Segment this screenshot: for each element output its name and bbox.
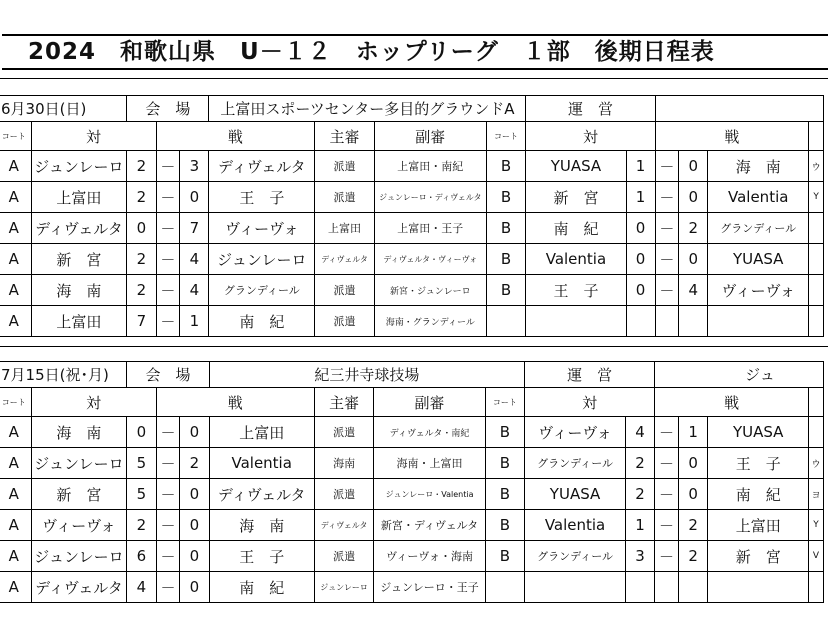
home-team: ヴィーヴォ bbox=[31, 510, 127, 541]
court-header: コート bbox=[486, 122, 526, 151]
home-score: 0 bbox=[626, 244, 655, 275]
court: B bbox=[486, 151, 526, 182]
court: B bbox=[485, 479, 524, 510]
cut-off-text: Y bbox=[809, 510, 824, 541]
cut-off-text bbox=[809, 417, 824, 448]
score-separator bbox=[655, 306, 679, 337]
cut-off-text bbox=[809, 572, 824, 603]
home-team: 新 宮 bbox=[31, 479, 127, 510]
sub-referee: ジュンレーロ・Valentia bbox=[374, 479, 485, 510]
home-score: 2 bbox=[127, 182, 156, 213]
court bbox=[485, 572, 524, 603]
court: A bbox=[0, 572, 31, 603]
home-team: 南 紀 bbox=[526, 213, 626, 244]
court: B bbox=[486, 244, 526, 275]
home-score: 0 bbox=[626, 213, 655, 244]
away-team: 南 紀 bbox=[708, 479, 809, 510]
vs-header: 戦 bbox=[156, 122, 315, 151]
home-score: 2 bbox=[625, 479, 654, 510]
away-score: 3 bbox=[180, 151, 209, 182]
away-team: 上富田 bbox=[209, 417, 314, 448]
referee: 海南 bbox=[314, 448, 374, 479]
home-score: 7 bbox=[127, 306, 156, 337]
home-team: ジュンレーロ bbox=[31, 541, 127, 572]
home-team: グランディール bbox=[525, 448, 626, 479]
sub-referee-header: 副審 bbox=[374, 122, 486, 151]
sub-referee: ジュンレーロ・ディヴェルタ bbox=[374, 182, 486, 213]
score-separator: － bbox=[655, 244, 679, 275]
away-score bbox=[678, 572, 707, 603]
home-score bbox=[626, 306, 655, 337]
court: A bbox=[0, 417, 31, 448]
away-score: 0 bbox=[679, 244, 708, 275]
management-label: 運 営 bbox=[526, 96, 655, 122]
away-team: 新 宮 bbox=[708, 541, 809, 572]
home-team: 海 南 bbox=[31, 417, 127, 448]
match-row bbox=[0, 572, 824, 603]
away-team: 王 子 bbox=[708, 448, 809, 479]
home-score: 5 bbox=[127, 448, 156, 479]
score-separator: － bbox=[156, 572, 180, 603]
match-row bbox=[0, 510, 824, 541]
away-score bbox=[679, 306, 708, 337]
referee-header: 主審 bbox=[314, 388, 374, 417]
away-score: 2 bbox=[678, 510, 707, 541]
away-score: 4 bbox=[180, 244, 209, 275]
cut-off-text: ウ bbox=[809, 151, 824, 182]
away-team bbox=[708, 306, 809, 337]
match-row bbox=[0, 244, 824, 275]
match-row bbox=[0, 182, 824, 213]
away-score: 0 bbox=[180, 541, 209, 572]
home-score: 2 bbox=[127, 510, 156, 541]
away-team bbox=[708, 572, 809, 603]
away-score: 7 bbox=[180, 213, 209, 244]
court: B bbox=[485, 417, 524, 448]
referee-header: 主審 bbox=[315, 122, 375, 151]
away-score: 0 bbox=[679, 182, 708, 213]
away-score: 2 bbox=[180, 448, 209, 479]
vs-header: 対 bbox=[526, 122, 655, 151]
home-score: 2 bbox=[127, 275, 156, 306]
score-separator: － bbox=[156, 448, 180, 479]
court: B bbox=[486, 182, 526, 213]
cut-off-text bbox=[809, 244, 824, 275]
home-score: 3 bbox=[625, 541, 654, 572]
home-team: ディヴェルタ bbox=[31, 213, 127, 244]
management-label: 運 営 bbox=[525, 362, 655, 388]
match-row bbox=[0, 541, 824, 572]
cut-off-text bbox=[809, 213, 824, 244]
court: A bbox=[0, 275, 31, 306]
court-header: コート bbox=[485, 388, 524, 417]
away-team: 南 紀 bbox=[209, 306, 315, 337]
court: B bbox=[486, 213, 526, 244]
away-team: Valentia bbox=[209, 448, 314, 479]
home-score: 0 bbox=[626, 275, 655, 306]
away-team: ジュンレーロ bbox=[209, 244, 315, 275]
vs-header: 対 bbox=[525, 388, 655, 417]
score-separator bbox=[655, 572, 679, 603]
score-separator: － bbox=[156, 275, 180, 306]
cut-off-text: ヨ bbox=[809, 479, 824, 510]
home-team: 上富田 bbox=[31, 306, 127, 337]
score-separator: － bbox=[655, 182, 679, 213]
sub-referee: ジュンレーロ・王子 bbox=[374, 572, 485, 603]
score-separator: － bbox=[655, 417, 679, 448]
cut-off-text bbox=[809, 275, 824, 306]
court: A bbox=[0, 306, 31, 337]
score-separator: － bbox=[655, 275, 679, 306]
away-score: 0 bbox=[180, 510, 209, 541]
away-score: 4 bbox=[679, 275, 708, 306]
away-score: 0 bbox=[180, 572, 209, 603]
score-separator: － bbox=[655, 510, 679, 541]
home-team: 新 宮 bbox=[31, 244, 127, 275]
referee: 派遣 bbox=[314, 479, 374, 510]
away-team: ヴィーヴォ bbox=[708, 275, 809, 306]
sub-referee: ヴィーヴォ・海南 bbox=[374, 541, 485, 572]
home-team: ディヴェルタ bbox=[31, 572, 127, 603]
home-team: ヴィーヴォ bbox=[525, 417, 626, 448]
score-separator: － bbox=[156, 151, 180, 182]
management-name: ジュ bbox=[655, 362, 824, 388]
vs-header: 対 bbox=[31, 122, 156, 151]
court bbox=[486, 306, 526, 337]
divider bbox=[0, 346, 828, 347]
schedule-table-2 bbox=[0, 361, 824, 603]
home-team bbox=[525, 572, 626, 603]
cut-off-text bbox=[809, 306, 824, 337]
away-score: 0 bbox=[678, 448, 707, 479]
home-team: YUASA bbox=[526, 151, 626, 182]
score-separator: － bbox=[655, 541, 679, 572]
away-score: 1 bbox=[678, 417, 707, 448]
home-team: 上富田 bbox=[31, 182, 127, 213]
referee: 派遣 bbox=[315, 306, 375, 337]
home-score: 1 bbox=[625, 510, 654, 541]
score-separator: － bbox=[655, 479, 679, 510]
away-team: グランディール bbox=[708, 213, 809, 244]
referee: 派遣 bbox=[315, 151, 375, 182]
schedule-table-1 bbox=[0, 95, 824, 337]
away-score: 0 bbox=[678, 479, 707, 510]
vs-header: 戦 bbox=[655, 388, 809, 417]
date-label: 7月15日(祝･月) bbox=[0, 362, 127, 388]
court: B bbox=[485, 510, 524, 541]
home-team: Valentia bbox=[526, 244, 626, 275]
sub-referee: 上富田・王子 bbox=[374, 213, 486, 244]
score-separator: － bbox=[156, 510, 180, 541]
match-row bbox=[0, 417, 824, 448]
home-team: YUASA bbox=[525, 479, 626, 510]
court: B bbox=[485, 541, 524, 572]
referee: ディヴェルタ bbox=[314, 510, 374, 541]
home-score: 2 bbox=[127, 151, 156, 182]
referee: 派遣 bbox=[315, 182, 375, 213]
match-row bbox=[0, 479, 824, 510]
court: A bbox=[0, 448, 31, 479]
away-score: 0 bbox=[180, 479, 209, 510]
sub-referee: 海南・上富田 bbox=[374, 448, 485, 479]
venue-label: 会 場 bbox=[127, 362, 209, 388]
score-separator: － bbox=[156, 244, 180, 275]
away-team: 海 南 bbox=[708, 151, 809, 182]
home-team: ジュンレーロ bbox=[31, 448, 127, 479]
referee: ディヴェルタ bbox=[315, 244, 375, 275]
sub-referee: 新宮・ジュンレーロ bbox=[374, 275, 486, 306]
home-score: 4 bbox=[127, 572, 156, 603]
match-row bbox=[0, 448, 824, 479]
home-team bbox=[526, 306, 626, 337]
sub-referee-header: 副審 bbox=[374, 388, 485, 417]
cut-off-text: ウ bbox=[809, 448, 824, 479]
away-team: ディヴェルタ bbox=[209, 151, 315, 182]
away-score: 0 bbox=[180, 417, 209, 448]
away-score: 4 bbox=[180, 275, 209, 306]
match-row bbox=[0, 275, 824, 306]
away-team: グランディール bbox=[209, 275, 315, 306]
referee: 上富田 bbox=[315, 213, 375, 244]
home-team: グランディール bbox=[525, 541, 626, 572]
court: A bbox=[0, 182, 31, 213]
away-score: 2 bbox=[679, 213, 708, 244]
venue-name: 紀三井寺球技場 bbox=[209, 362, 525, 388]
court: A bbox=[0, 213, 31, 244]
away-score: 0 bbox=[180, 182, 209, 213]
sub-referee: 新宮・ディヴェルタ bbox=[374, 510, 485, 541]
court: A bbox=[0, 510, 31, 541]
match-row bbox=[0, 213, 824, 244]
match-row bbox=[0, 151, 824, 182]
court: A bbox=[0, 244, 31, 275]
vs-header: 戦 bbox=[156, 388, 314, 417]
away-score: 2 bbox=[678, 541, 707, 572]
page-title: 2024 和歌山県 U－１２ ホップリーグ １部 後期日程表 bbox=[2, 34, 828, 70]
referee: 派遣 bbox=[315, 275, 375, 306]
away-team: Valentia bbox=[708, 182, 809, 213]
court: A bbox=[0, 151, 31, 182]
sub-referee: 海南・グランディール bbox=[374, 306, 486, 337]
score-separator: － bbox=[655, 151, 679, 182]
venue-name: 上富田スポーツセンター多目的グラウンドA bbox=[209, 96, 526, 122]
home-score: 1 bbox=[626, 151, 655, 182]
match-row bbox=[0, 306, 824, 337]
court-header: コート bbox=[0, 388, 31, 417]
away-team: YUASA bbox=[708, 417, 809, 448]
sub-referee: ディヴェルタ・南紀 bbox=[374, 417, 485, 448]
court: B bbox=[486, 275, 526, 306]
home-score: 2 bbox=[625, 448, 654, 479]
away-score: 0 bbox=[679, 151, 708, 182]
away-team: 王 子 bbox=[209, 182, 315, 213]
court: A bbox=[0, 479, 31, 510]
away-team: 上富田 bbox=[708, 510, 809, 541]
away-team: ヴィーヴォ bbox=[209, 213, 315, 244]
away-team: 王 子 bbox=[209, 541, 314, 572]
court: B bbox=[485, 448, 524, 479]
home-score: 0 bbox=[127, 213, 156, 244]
home-score: 2 bbox=[127, 244, 156, 275]
home-team: 王 子 bbox=[526, 275, 626, 306]
referee: 派遣 bbox=[314, 541, 374, 572]
score-separator: － bbox=[156, 182, 180, 213]
home-score: 1 bbox=[626, 182, 655, 213]
sub-referee: 上富田・南紀 bbox=[374, 151, 486, 182]
score-separator: － bbox=[655, 213, 679, 244]
divider bbox=[0, 78, 828, 79]
home-score: 4 bbox=[625, 417, 654, 448]
score-separator: － bbox=[156, 541, 180, 572]
home-score: 0 bbox=[127, 417, 156, 448]
score-separator: － bbox=[655, 448, 679, 479]
home-team: 海 南 bbox=[31, 275, 127, 306]
score-separator: － bbox=[156, 306, 180, 337]
away-team: YUASA bbox=[708, 244, 809, 275]
score-separator: － bbox=[156, 213, 180, 244]
vs-header: 対 bbox=[31, 388, 156, 417]
home-team: 新 宮 bbox=[526, 182, 626, 213]
cut-off-text: Y bbox=[809, 182, 824, 213]
court-header: コート bbox=[0, 122, 31, 151]
court: A bbox=[0, 541, 31, 572]
venue-label: 会 場 bbox=[127, 96, 209, 122]
sub-referee: ディヴェルタ・ヴィーヴォ bbox=[374, 244, 486, 275]
home-score: 6 bbox=[127, 541, 156, 572]
date-label: 6月30日(日) bbox=[0, 96, 127, 122]
home-score bbox=[625, 572, 654, 603]
home-team: Valentia bbox=[525, 510, 626, 541]
management-name bbox=[655, 96, 823, 122]
home-score: 5 bbox=[127, 479, 156, 510]
referee: ジュンレーロ bbox=[314, 572, 374, 603]
away-team: ディヴェルタ bbox=[209, 479, 314, 510]
home-team: ジュンレーロ bbox=[31, 151, 127, 182]
cut-off-text: V bbox=[809, 541, 824, 572]
referee: 派遣 bbox=[314, 417, 374, 448]
score-separator: － bbox=[156, 417, 180, 448]
score-separator: － bbox=[156, 479, 180, 510]
away-team: 海 南 bbox=[209, 510, 314, 541]
vs-header: 戦 bbox=[655, 122, 809, 151]
away-team: 南 紀 bbox=[209, 572, 314, 603]
away-score: 1 bbox=[180, 306, 209, 337]
